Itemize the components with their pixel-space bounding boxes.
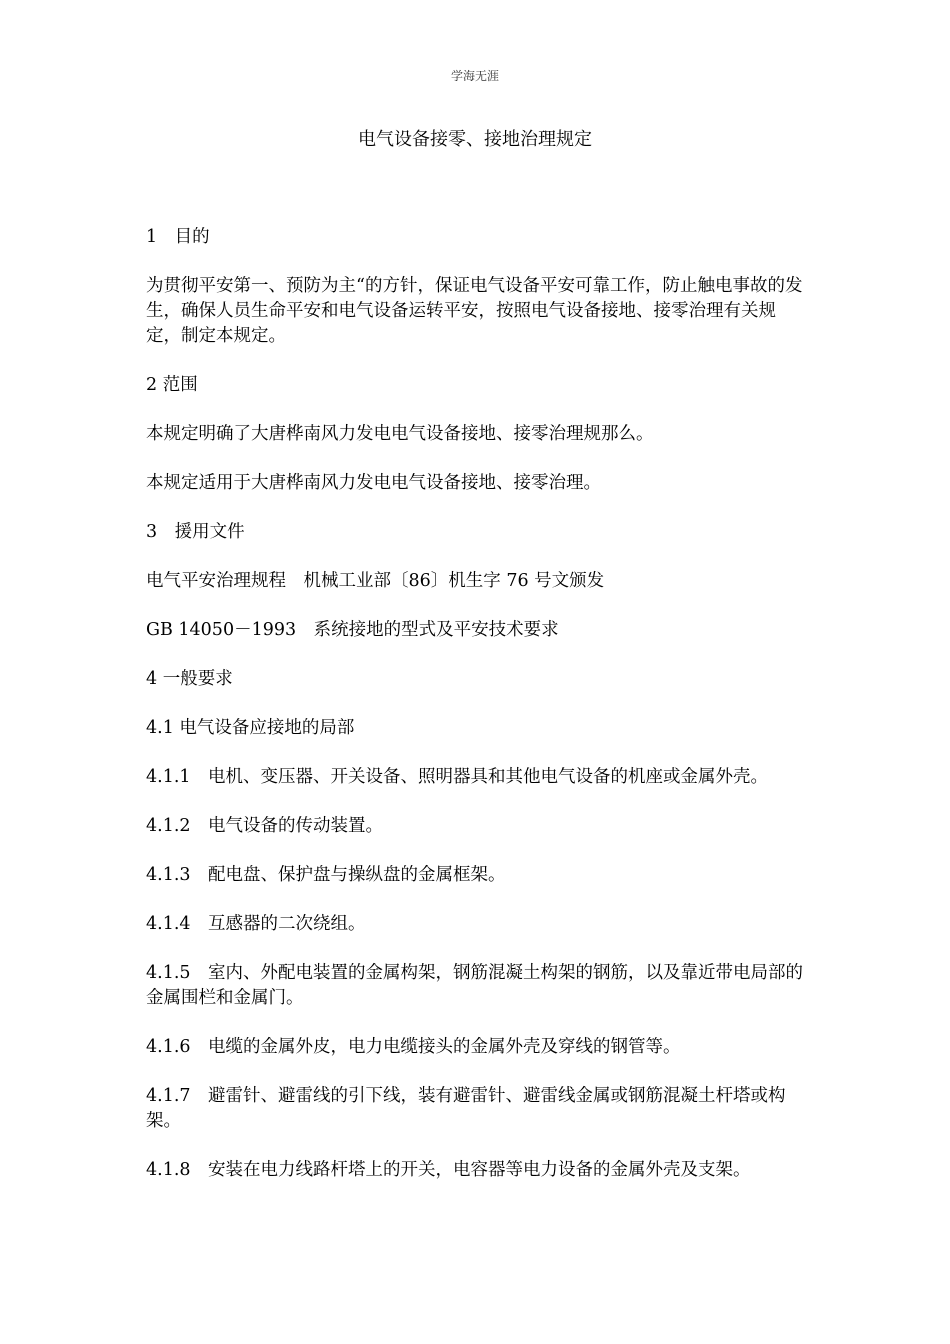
section-heading-purpose: 1 目的 [146, 227, 210, 247]
section-heading-general: 4 一般要求 [146, 669, 233, 689]
paragraph-scope-1: 本规定明确了大唐桦南风力发电电气设备接地、接零治理规那么。 [146, 424, 654, 444]
clause-4-1-1: 4.1.1 电机、变压器、开关设备、照明器具和其他电气设备的机座或金属外壳。 [146, 767, 769, 787]
section-heading-scope: 2 范围 [146, 375, 198, 395]
clause-4-1-8: 4.1.8 安装在电力线路杆塔上的开关，电容器等电力设备的金属外壳及支架。 [146, 1160, 751, 1180]
clause-4-1-7: 4.1.7 避雷针、避雷线的引下线，装有避雷针、避雷线金属或钢筋混凝土杆塔或构架。 [146, 1086, 786, 1131]
document-title: 电气设备接零、接地治理规定 [358, 129, 592, 150]
clause-4-1-2: 4.1.2 电气设备的传动装置。 [146, 816, 384, 836]
paragraph-scope-2: 本规定适用于大唐桦南风力发电电气设备接地、接零治理。 [146, 473, 601, 493]
section-heading-references: 3 援用文件 [146, 522, 245, 542]
clause-4-1-6: 4.1.6 电缆的金属外皮，电力电缆接头的金属外壳及穿线的钢管等。 [146, 1037, 681, 1057]
reference-item-2: GB 14050－1993 系统接地的型式及平安技术要求 [146, 620, 559, 640]
clause-4-1-5: 4.1.5 室内、外配电装置的金属构架，钢筋混凝土构架的钢筋，以及靠近带电局部的金属围栏和金属门。 [146, 963, 804, 1008]
page-header: 学海无涯 [450, 69, 499, 83]
clause-4-1-3: 4.1.3 配电盘、保护盘与操纵盘的金属框架。 [146, 865, 506, 885]
subsection-heading-4-1: 4.1 电气设备应接地的局部 [146, 718, 355, 738]
reference-item-1: 电气平安治理规程 机械工业部〔86〕机生字 76 号文颁发 [146, 571, 605, 591]
document-body [146, 225, 806, 1207]
clause-4-1-4: 4.1.4 互感器的二次绕组。 [146, 914, 366, 934]
paragraph-purpose: 为贯彻平安第一、预防为主“的方针，保证电气设备平安可靠工作，防止触电事故的发生，确保人员生命平安和电气设备运转平安，按照电气设备接地、接零治理有关规定，制定本规定。 [146, 276, 803, 346]
